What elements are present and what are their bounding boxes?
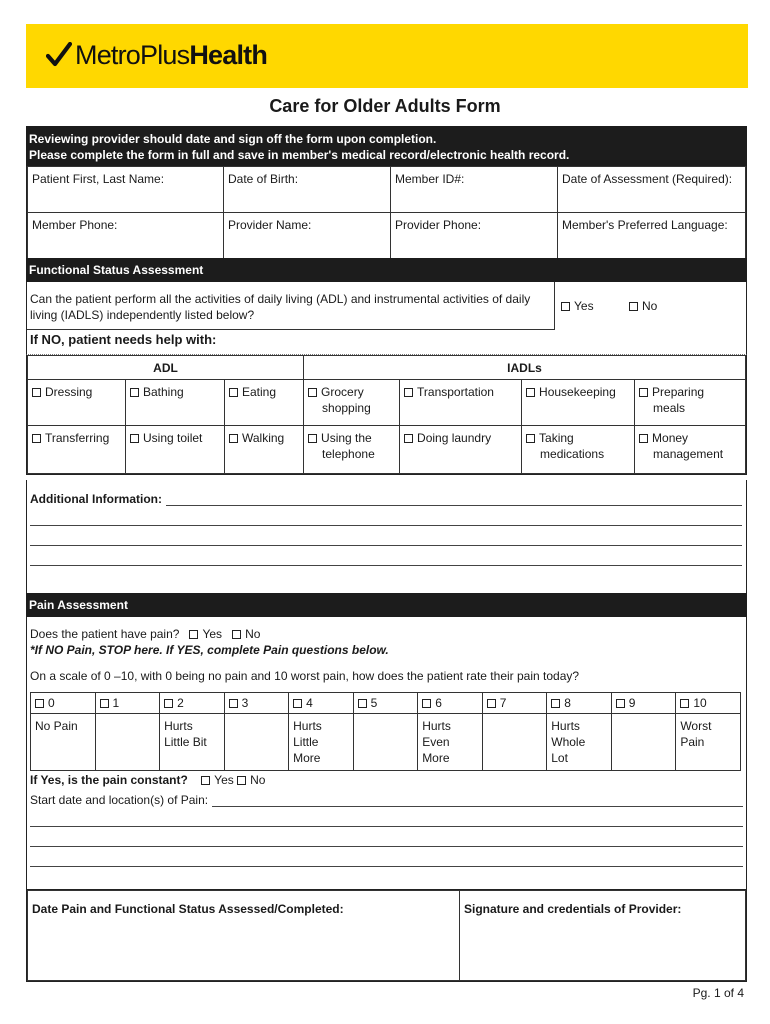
checkbox-icon[interactable] (526, 434, 535, 443)
checkbox-icon[interactable] (293, 699, 302, 708)
pain-scale-option-3[interactable] (224, 693, 289, 714)
pain-description-line: Even (422, 735, 450, 749)
intro-line-2: Please complete the form in full and save in member's medical record/electronic health record. (29, 148, 570, 162)
pain-number-row (31, 693, 741, 714)
date-completed-field[interactable]: Date Pain and Functional Status Assessed/Completed: (28, 891, 460, 981)
pain-question: Does the patient have pain? (30, 627, 180, 641)
checkbox-icon[interactable] (639, 434, 648, 443)
checkbox-icon[interactable] (680, 699, 689, 708)
pain-scale-option-0[interactable] (31, 693, 96, 714)
iadl-label: Grocery (321, 385, 364, 399)
checkbox-icon[interactable] (404, 388, 413, 397)
dob-field[interactable]: Date of Birth: (224, 167, 391, 213)
adl-bathing[interactable] (126, 380, 225, 426)
pain-scale-description (289, 714, 354, 771)
provider-phone-field[interactable]: Provider Phone: (391, 213, 558, 259)
pain-scale-description (224, 714, 289, 771)
pain-scale-number: 9 (628, 696, 636, 710)
iadl-label: Preparing (652, 385, 705, 399)
pain-description-line: More (422, 751, 450, 765)
iadl-label-2: telephone (322, 447, 375, 461)
functional-question-section (26, 282, 747, 354)
brand-banner (26, 24, 748, 88)
pain-scale-description (482, 714, 547, 771)
adl-using-toilet[interactable] (126, 426, 225, 474)
checkbox-icon[interactable] (100, 699, 109, 708)
additional-info-line-4[interactable] (30, 546, 742, 566)
assessment-date-field[interactable]: Date of Assessment (Required): (558, 167, 746, 213)
adl-label: Transferring (45, 431, 110, 445)
constant-no-label: No (250, 773, 266, 787)
checkbox-icon[interactable] (229, 699, 238, 708)
pain-scale-option-4[interactable] (289, 693, 354, 714)
adl-iadl-section (26, 354, 747, 475)
pain-scale-option-1[interactable] (95, 693, 160, 714)
iadl-housekeeping[interactable] (522, 380, 635, 426)
checkbox-icon[interactable] (404, 434, 413, 443)
pain-description-line: Hurts (422, 719, 451, 733)
form-title: Care for Older Adults Form (269, 96, 501, 116)
pain-scale-number: 2 (177, 696, 184, 710)
functional-no-option[interactable] (629, 299, 657, 313)
iadl-label-2: shopping (322, 401, 371, 415)
pain-scale-question: On a scale of 0 –10, with 0 being no pain and 10 worst pain, how does the patient rate their pain today? (30, 669, 580, 683)
pain-scale-table (30, 692, 741, 771)
functional-question: Can the patient perform all the activities of daily living (ADL) and instrumental activities of daily living (IADLS) independently listed below? (27, 282, 555, 330)
pain-description-line: Little Bit (164, 735, 207, 749)
iadl-medications[interactable] (522, 426, 635, 474)
pain-scale-option-6[interactable] (418, 693, 483, 714)
pain-constant-label: If Yes, is the pain constant? (30, 773, 188, 787)
pain-scale-description (676, 714, 741, 771)
constant-yes-label: Yes (214, 773, 234, 787)
functional-no-label: No (642, 299, 658, 313)
metroplus-logo (46, 38, 267, 72)
pain-no-label: No (245, 627, 261, 641)
pain-scale-description (95, 714, 160, 771)
pain-scale-option-8[interactable] (547, 693, 612, 714)
checkbox-icon[interactable] (487, 699, 496, 708)
signature-field[interactable]: Signature and credentials of Provider: (460, 891, 746, 981)
pain-scale-option-5[interactable] (353, 693, 418, 714)
checkbox-icon[interactable] (422, 699, 431, 708)
pain-scale-number: 1 (112, 696, 120, 710)
pain-no-option[interactable] (232, 627, 260, 641)
pain-scale-description (353, 714, 418, 771)
iadl-label: Money (652, 431, 689, 445)
pain-start-line[interactable] (30, 793, 743, 807)
adl-header: ADL (28, 356, 304, 380)
pain-description-line: Hurts (164, 719, 193, 733)
pain-scale-option-2[interactable] (160, 693, 225, 714)
iadl-label: Taking (539, 431, 574, 445)
iadl-label: Housekeeping (539, 385, 616, 399)
checkbox-icon[interactable] (561, 302, 570, 311)
adl-label: Using toilet (143, 431, 203, 445)
checkbox-icon[interactable] (130, 434, 139, 443)
pain-description-line: Hurts (551, 719, 580, 733)
pain-start-section (30, 793, 743, 867)
pain-scale-number: 3 (241, 696, 249, 710)
iadl-money[interactable] (635, 426, 746, 474)
patient-info-table (27, 166, 746, 259)
iadl-header: IADLs (304, 356, 746, 380)
adl-label: Bathing (143, 385, 184, 399)
adl-iadl-table (27, 355, 746, 474)
checkbox-icon[interactable] (308, 388, 317, 397)
pain-description-line: Pain (680, 735, 705, 749)
checkbox-icon[interactable] (639, 388, 648, 397)
additional-info-line-3[interactable] (30, 526, 742, 546)
constant-no-option[interactable] (237, 773, 265, 787)
iadl-telephone[interactable] (304, 426, 400, 474)
checkbox-icon[interactable] (551, 699, 560, 708)
pain-scale-description (547, 714, 612, 771)
adl-label: Dressing (45, 385, 93, 399)
patient-name-field[interactable]: Patient First, Last Name: (28, 167, 224, 213)
pain-question-row (30, 627, 260, 641)
pain-start-line-4[interactable] (30, 847, 743, 867)
pain-scale-description (160, 714, 225, 771)
pain-description-line: Little (293, 735, 319, 749)
additional-info-line-2[interactable] (30, 506, 742, 526)
iadl-label-2: meals (653, 401, 686, 415)
pain-scale-number: 0 (48, 696, 55, 710)
logo-text-bold: Health (189, 39, 268, 70)
additional-info-section (26, 480, 747, 594)
checkbox-icon[interactable] (237, 776, 246, 785)
iadl-laundry[interactable] (400, 426, 522, 474)
pain-start-line-2[interactable] (30, 807, 743, 827)
checkbox-icon[interactable] (130, 388, 139, 397)
pain-assessment-heading: Pain Assessment (26, 593, 747, 617)
adl-label: Eating (242, 385, 277, 399)
logo-text-plain: MetroPlus (75, 39, 190, 70)
pain-scale-description (418, 714, 483, 771)
pain-scale-number: 7 (499, 696, 507, 710)
pain-scale-option-10[interactable] (676, 693, 741, 714)
pain-scale-number: 8 (564, 696, 571, 710)
iadl-label-2: medications (540, 447, 605, 461)
iadl-label: Doing laundry (417, 431, 492, 445)
pain-constant-row (30, 773, 265, 787)
pain-description-line: Worst (680, 719, 712, 733)
checkbox-icon[interactable] (229, 388, 238, 397)
checkbox-icon[interactable] (32, 434, 41, 443)
pain-scale-option-9[interactable] (611, 693, 676, 714)
pain-scale-option-7[interactable] (482, 693, 547, 714)
member-id-field[interactable]: Member ID#: (391, 167, 558, 213)
pain-scale (30, 692, 741, 771)
signoff-section (26, 889, 747, 982)
if-no-label: If NO, patient needs help with: (30, 332, 217, 347)
checkbox-icon[interactable] (358, 699, 367, 708)
pain-scale-number: 10 (693, 696, 707, 710)
pain-instruction: *If NO Pain, STOP here. If YES, complete Pain questions below. (30, 643, 389, 657)
preferred-language-field[interactable]: Member's Preferred Language: (558, 213, 746, 259)
pain-description-line: Lot (551, 751, 568, 765)
pain-scale-number: 4 (306, 696, 313, 710)
patient-info-section (26, 166, 747, 260)
iadl-transportation[interactable] (400, 380, 522, 426)
functional-yes-label: Yes (574, 299, 594, 313)
member-phone-field[interactable]: Member Phone: (28, 213, 224, 259)
pain-scale-description (611, 714, 676, 771)
functional-status-heading: Functional Status Assessment (26, 258, 747, 282)
pain-yes-option[interactable] (189, 627, 222, 641)
iadl-label-2: management (653, 447, 724, 461)
adl-walking[interactable] (225, 426, 304, 474)
checkbox-icon[interactable] (35, 699, 44, 708)
functional-yes-option[interactable] (561, 299, 594, 313)
signoff-table (27, 890, 746, 981)
intro-line-1: Reviewing provider should date and sign off the form upon completion. (29, 132, 437, 146)
iadl-label: Transportation (417, 385, 494, 399)
adl-dressing[interactable] (28, 380, 126, 426)
provider-name-field[interactable]: Provider Name: (224, 213, 391, 259)
pain-yes-label: Yes (202, 627, 223, 641)
checkbox-icon[interactable] (164, 699, 173, 708)
pain-start-label: Start date and location(s) of Pain: (30, 793, 209, 807)
pain-scale-description (31, 714, 96, 771)
pain-scale-number: 6 (435, 696, 442, 710)
additional-info-line[interactable] (30, 492, 742, 506)
checkbox-icon[interactable] (526, 388, 535, 397)
intro-instructions (26, 126, 747, 166)
checkbox-icon[interactable] (32, 388, 41, 397)
checkbox-icon[interactable] (229, 434, 238, 443)
checkbox-icon[interactable] (232, 630, 241, 639)
pain-scale-number: 5 (370, 696, 378, 710)
checkbox-icon[interactable] (189, 630, 198, 639)
pain-description-line: No Pain (35, 719, 78, 733)
adl-transferring[interactable] (28, 426, 126, 474)
constant-yes-option[interactable] (201, 773, 234, 787)
adl-eating[interactable] (225, 380, 304, 426)
iadl-label: Using the (321, 431, 372, 445)
pain-description-line: Whole (551, 735, 586, 749)
checkbox-icon[interactable] (616, 699, 625, 708)
checkmark-icon (46, 42, 72, 68)
page-number: Pg. 1 of 4 (692, 986, 744, 1000)
pain-description-line: More (293, 751, 321, 765)
pain-description-line: Hurts (293, 719, 322, 733)
checkbox-icon[interactable] (308, 434, 317, 443)
pain-description-row (31, 714, 741, 771)
checkbox-icon[interactable] (201, 776, 210, 785)
iadl-grocery[interactable] (304, 380, 400, 426)
checkbox-icon[interactable] (629, 302, 638, 311)
adl-label: Walking (242, 431, 285, 445)
additional-info-label: Additional Information: (30, 492, 162, 506)
iadl-preparing-meals[interactable] (635, 380, 746, 426)
pain-start-line-3[interactable] (30, 827, 743, 847)
